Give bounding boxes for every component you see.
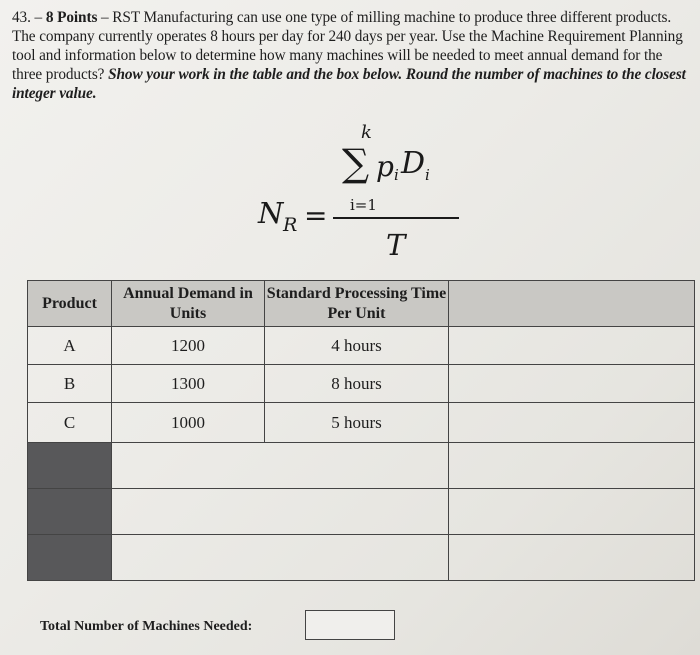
cell-time: 4 hours: [265, 327, 449, 365]
formula-sigma: ∑: [342, 141, 370, 185]
machine-requirement-formula: [0, 0, 700, 280]
formula-term-D: D: [401, 146, 426, 181]
question-points: 8 Points: [45, 9, 98, 26]
formula-equals: =: [304, 199, 328, 232]
header-product: Product: [28, 281, 112, 327]
blank-work-cell[interactable]: [112, 443, 449, 489]
table-row: [28, 327, 695, 365]
blank-work-cell[interactable]: [112, 535, 449, 581]
blank-row: [28, 443, 695, 489]
formula-term-p: p: [376, 150, 394, 183]
blank-row: [28, 535, 695, 581]
formula-lhs-subscript: R: [283, 214, 298, 236]
formula-upper-limit: k: [361, 122, 372, 143]
table-row: [28, 403, 695, 443]
cell-work-area[interactable]: [449, 403, 695, 443]
blank-work-cell[interactable]: [449, 489, 695, 535]
formula-fraction-bar: [333, 217, 459, 219]
formula-lhs: N: [258, 196, 284, 230]
formula-term-sub-i: i: [394, 166, 399, 184]
table-header-row: [28, 281, 695, 327]
cell-product: A: [28, 327, 112, 365]
formula-denominator: T: [386, 228, 406, 262]
blank-work-cell[interactable]: [449, 535, 695, 581]
formula-lower-limit: i=1: [350, 196, 377, 214]
cell-work-area[interactable]: [449, 327, 695, 365]
cell-product: B: [28, 365, 112, 403]
blank-row: [28, 489, 695, 535]
shaded-cell: [28, 443, 112, 489]
header-processing-time: Standard Processing Time Per Unit: [265, 281, 449, 327]
table-row: [28, 365, 695, 403]
formula-term-sub-i-2: i: [425, 166, 430, 184]
cell-demand: 1000: [112, 403, 265, 443]
question-instructions: Show your work in the table and the box below. Round the number of machines to the closest integer value.: [12, 66, 686, 102]
cell-time: 5 hours: [265, 403, 449, 443]
cell-demand: 1200: [112, 327, 265, 365]
cell-work-area[interactable]: [449, 365, 695, 403]
header-annual-demand: Annual Demand in Units: [112, 281, 265, 327]
blank-work-cell[interactable]: [449, 443, 695, 489]
header-blank: [449, 281, 695, 327]
cell-demand: 1300: [112, 365, 265, 403]
shaded-cell: [28, 535, 112, 581]
shaded-cell: [28, 489, 112, 535]
cell-product: C: [28, 403, 112, 443]
question-body: – RST Manufacturing can use one type of milling machine to produce three different products. The company currently operates 8 hours per day for 240 days per year. Use the Machine Requirement Planning tool and information below to determine how many machines will be needed to meet annual demand for the three products?: [12, 9, 683, 83]
cell-time: 8 hours: [265, 365, 449, 403]
total-machines-label: Total Number of Machines Needed:: [40, 619, 253, 634]
work-table: [27, 280, 695, 581]
total-machines-answer-box[interactable]: [305, 610, 395, 640]
question-number: 43. –: [12, 9, 46, 26]
blank-work-cell[interactable]: [112, 489, 449, 535]
